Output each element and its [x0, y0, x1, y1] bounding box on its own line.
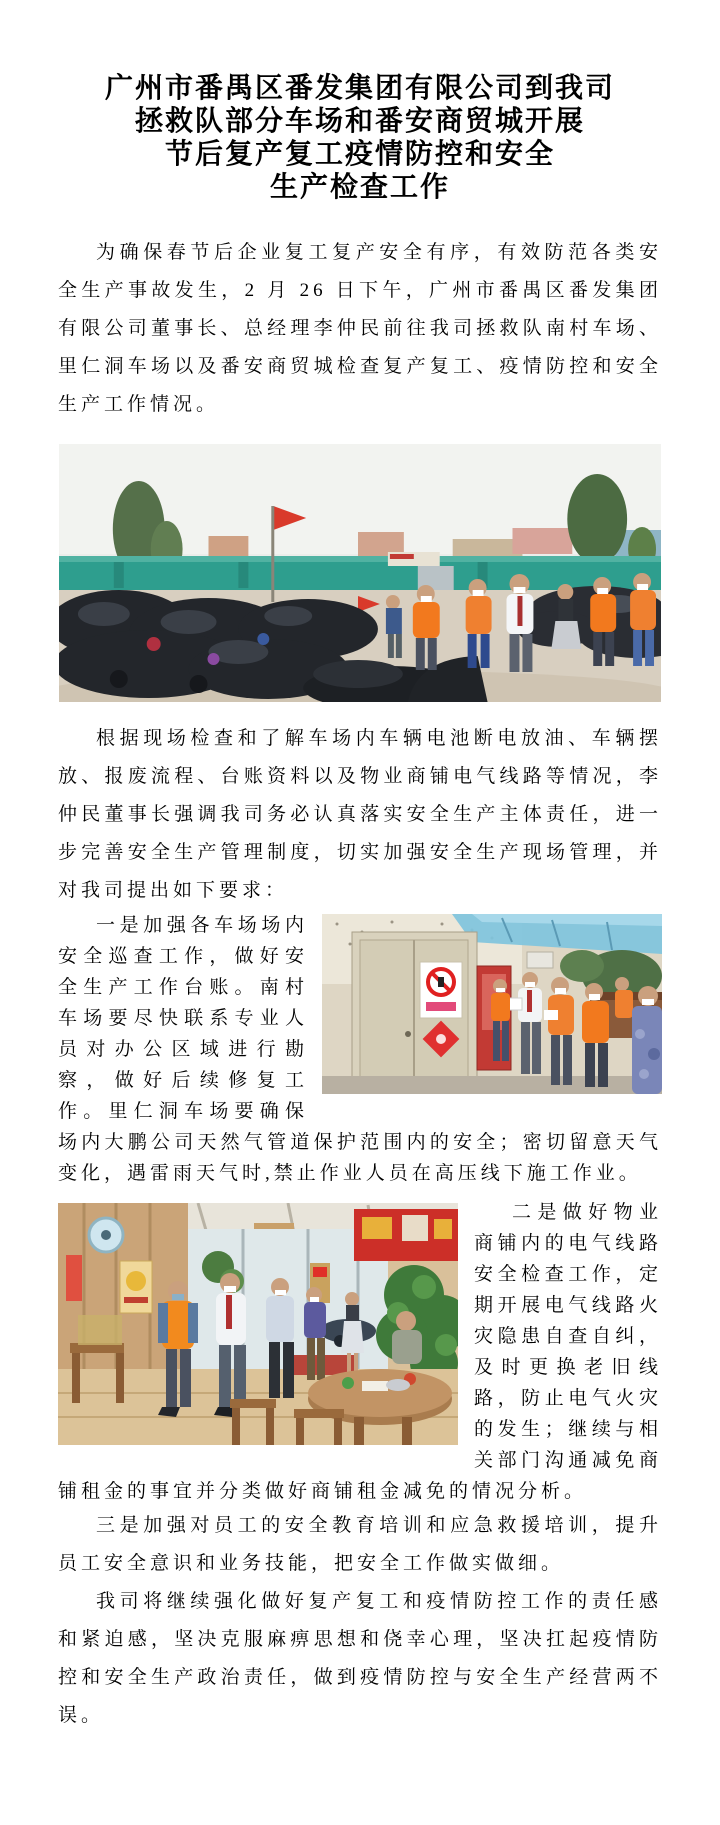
title-line-1: 广州市番禺区番发集团有限公司到我司	[104, 73, 615, 104]
paragraph-findings	[58, 720, 662, 910]
paragraph-findings-text: 根据现场检查和了解车场内车辆电池断电放油、车辆摆放、报废流程、台账资料以及物业商铺电气线路等情况，李仲民董事长强调我司务必认真落实安全生产主体责任，进一步完善安全生产管理制度，切实加强安全生产现场管理，并对我司提出如下要求：	[58, 728, 662, 901]
paragraph-requirement-2	[58, 1197, 662, 1507]
paragraph-requirement-1-text: 一是加强各车场场内安全巡查工作，做好安全生产工作台账。南村车场要尽快联系专业人员对办公区域进行勘察，做好后续修复工作。里仁洞车场要确保场内大鹏公司天然气管道保护范围内的安全；密切留意天气变化，遇雷雨天气时,禁止作业人员在高压线下施工作业。	[58, 915, 662, 1184]
paragraph-intro	[58, 234, 662, 424]
article-page	[58, 0, 662, 1825]
paragraph-requirement-3-text: 三是加强对员工的安全教育培训和应急救援培训，提升员工安全意识和业务技能，把安全工作做实做细。	[58, 1515, 662, 1574]
title-line-2: 拯救队部分车场和番安商贸城开展	[134, 106, 585, 137]
shop-visit-photo-illustration	[58, 1203, 458, 1445]
photo-gas-cabinet-inspection	[322, 914, 662, 1094]
paragraph-requirement-2-text: 二是做好物业商铺内的电气线路安全检查工作，定期开展电气线路火灾隐患自查自纠，及时更换老旧线路，防止电气火灾的发生；继续与相关部门沟通减免商铺租金的事宜并分类做好商铺租金减免的情况分析。	[58, 1202, 662, 1502]
paragraph-closing-text: 我司将继续强化做好复产复工和疫情防控工作的责任感和紧迫感，坚决克服麻痹思想和侥幸心理，坚决扛起疫情防控和安全生产政治责任，做到疫情防控与安全生产经营两不误。	[58, 1591, 662, 1726]
gas-cabinet-photo-illustration	[322, 914, 662, 1094]
paragraph-requirement-3	[58, 1507, 662, 1583]
photo-shop-visit	[58, 1203, 458, 1445]
title-line-4: 生产检查工作	[269, 172, 450, 203]
title-line-3: 节后复产复工疫情防控和安全	[164, 139, 555, 170]
paragraph-intro-text: 为确保春节后企业复工复产安全有序，有效防范各类安全生产事故发生，2 月 26 日下午，广州市番禺区番发集团有限公司董事长、总经理李仲民前往我司拯救队南村车场、里仁洞车场以及番安商贸城检查复产复工、疫情防控和安全生产工作情况。	[58, 242, 662, 415]
paragraph-requirement-1	[58, 910, 662, 1189]
article-title	[58, 72, 662, 204]
photo-parking-lot-inspection	[59, 444, 661, 702]
parking-lot-photo-illustration	[59, 444, 661, 702]
paragraph-closing	[58, 1583, 662, 1735]
